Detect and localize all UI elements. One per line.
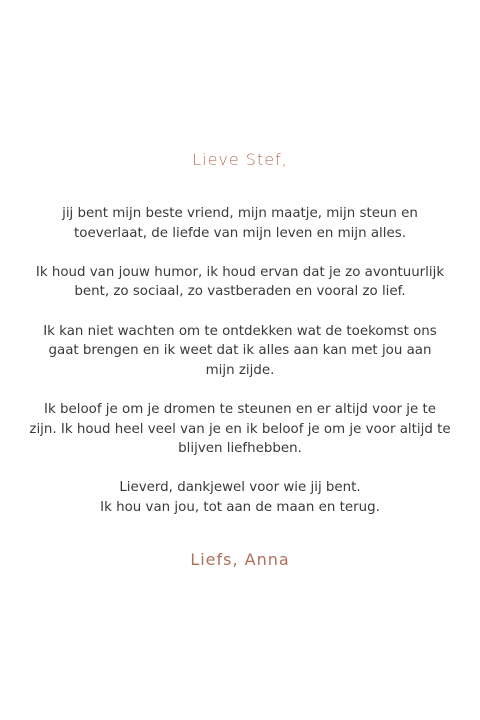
message-line: mijn zijde. bbox=[205, 362, 275, 378]
message-paragraph bbox=[20, 204, 460, 243]
message-line: bent, zo sociaal, zo vastberaden en vooral zo lief. bbox=[74, 284, 406, 300]
message-body bbox=[20, 204, 460, 537]
message-paragraph bbox=[20, 400, 460, 459]
message-line: Ik kan niet wachten om te ontdekken wat de toekomst ons bbox=[43, 323, 437, 339]
message-line: blijven liefhebben. bbox=[178, 441, 302, 457]
message-line: Ik hou van jou, tot aan de maan en terug. bbox=[100, 499, 380, 515]
message-line: gaat brengen en ik weet dat ik alles aan kan met jou aan bbox=[48, 343, 432, 359]
message-line: zijn. Ik houd heel veel van je en ik beloof je om je voor altijd te bbox=[29, 421, 451, 437]
message-line: toeverlaat, de liefde van mijn leven en mijn alles. bbox=[74, 225, 406, 241]
message-line: Ik houd van jouw humor, ik houd ervan dat je zo avontuurlijk bbox=[35, 264, 445, 280]
message-paragraph bbox=[20, 263, 460, 302]
message-paragraph bbox=[20, 478, 460, 517]
greeting-heading: Lieve Stef, bbox=[192, 150, 288, 169]
message-line: Lieverd, dankjewel voor wie jij bent. bbox=[119, 480, 361, 496]
message-line: jij bent mijn beste vriend, mijn maatje, mijn steun en bbox=[62, 206, 418, 221]
message-paragraph bbox=[20, 322, 460, 381]
signature: Liefs, Anna bbox=[190, 550, 290, 569]
message-line: Ik beloof je om je dromen te steunen en er altijd voor je te bbox=[44, 401, 436, 417]
